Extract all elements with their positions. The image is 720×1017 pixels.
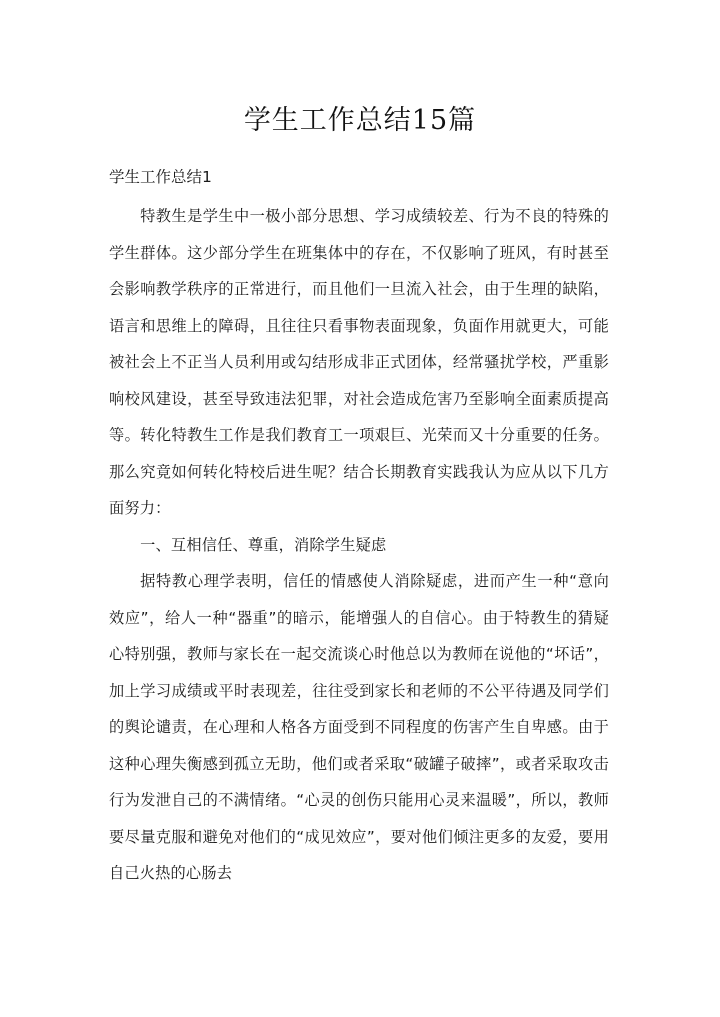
paragraph-subheading: 一、互相信任、尊重，消除学生疑虑 [140,535,387,554]
document-title: 学生工作总结15篇 [243,105,477,136]
paragraph-trust: 据特教心理学表明，信任的情感使人消除疑虑，进而产生一种“意向效应”，给人一种“器重”的暗示，能增强人的自信心。由于特教生的猜疑心特别强，教师与家长在一起交流谈心时他总以为教师在说他的“坏话”，加上学习成绩或平时表现差，往往受到家长和老师的不公平待遇及同学们的舆论谴责，在心理和人格各方面受到不同程度的伤害产生自卑感。由于这种心理失衡感到孤立无助，他们或者采取“破罐子破摔”，或者采取攻击行为发泄自己的不满情绪。“心灵的创伤只能用心灵来温暖”，所以，教师要尽量克服和避免对他们的“成见效应”，要对他们倾注更多的友爱，要用自己火热的心肠去 [109,572,609,882]
section-heading: 学生工作总结1 [109,168,212,186]
paragraph-intro: 特教生是学生中一极小部分思想、学习成绩较差、行为不良的特殊的学生群体。这少部分学生在班集体中的存在，不仅影响了班风，有时甚至会影响教学秩序的正常进行，而且他们一旦流入社会，由于生理的缺陷，语言和思维上的障碍，且往往只看事物表面现象，负面作用就更大，可能被社会上不正当人员利用或勾结形成非正式团体，经常骚扰学校，严重影响校风建设，甚至导致违法犯罪，对社会造成危害乃至影响全面素质提高等。转化特教生工作是我们教育工一项艰巨、光荣而又十分重要的任务。那么究竟如何转化特校后进生呢？结合长期教育实践我认为应从以下几方面努力： [109,207,609,517]
document-body [109,198,609,892]
